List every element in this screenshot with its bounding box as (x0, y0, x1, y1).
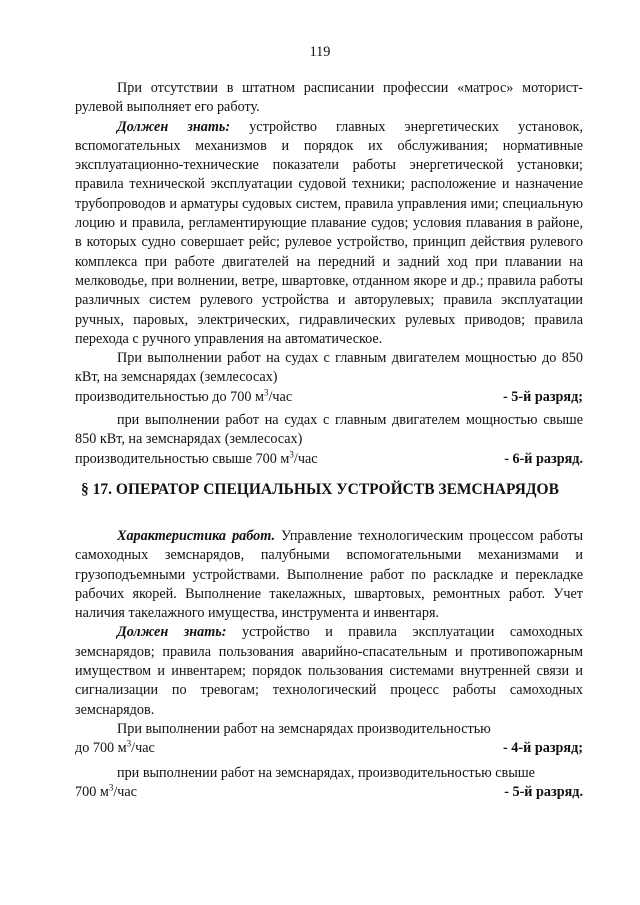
page-number: 119 (309, 44, 331, 60)
unit-text: /час (268, 388, 293, 405)
unit-text: /час (131, 740, 155, 757)
unit-text: /час (113, 783, 137, 800)
grade-capacity-4 (75, 783, 137, 802)
grade-label-4: - 5-й разряд. (504, 783, 583, 800)
grade-condition-3: При выполнении работ на земснарядах производительностью (117, 720, 491, 737)
grade-capacity-1 (75, 388, 292, 407)
capacity-text: 700 м (75, 783, 109, 800)
lead-must-know: Должен знать: (117, 118, 231, 135)
unit-text: /час (293, 450, 318, 467)
paragraph-note: При отсутствии в штатном расписании профессии «матрос» моторист-рулевой выполняет его работу. (75, 80, 583, 116)
capacity-text: до 700 м (75, 740, 127, 757)
must-know-text-2: устройство и правила эксплуатации самоходных земснарядов; правила пользования аварийно-спасательным и противопожарным имуществом и инвентарем; порядок пользования системами внутренней связи и сигнализации по тревогам; технологический процесс работы самоходных земснарядов. (75, 624, 583, 718)
lead-must-know-2: Должен знать: (117, 624, 227, 641)
grade-condition-4: при выполнении работ на земснарядах, производительностью свыше (117, 764, 535, 781)
grade-condition-1: При выполнении работ на судах с главным двигателем мощностью до 850 кВт, на земснарядах (землесосах) (75, 350, 583, 386)
grade-condition-2: при выполнении работ на судах с главным двигателем мощностью свыше 850 кВт, на земснарядах (землесосах) (75, 412, 583, 448)
grade-capacity-3 (75, 739, 155, 758)
superscript-3: 3 (126, 738, 132, 749)
grade-block-2 (75, 411, 583, 450)
grade-label-1: - 5-й разряд; (503, 388, 583, 405)
superscript-3: 3 (289, 448, 294, 459)
section-16-tail (75, 79, 583, 469)
paragraph-must-know (75, 118, 583, 350)
grade-block-4 (75, 764, 583, 783)
capacity-text: производительностью свыше 700 м (75, 450, 290, 467)
characteristics-text: Управление технологическим процессом работы самоходных земснарядов, палубными вспомогательными механизмами и грузоподъемными устройствами. Выполнение работ по раскладке и перекладке рабочих якорей. Выполнение такелажных, швартовых, ремонтных работ. Учет наличия такелажного имущества, инструмента и инвентаря. (75, 528, 583, 622)
grade-line-2 (75, 450, 583, 469)
superscript-3: 3 (108, 782, 114, 793)
lead-characteristics: Характеристика работ. (117, 528, 275, 544)
grade-line-3 (75, 739, 583, 758)
grade-label-2: - 6-й разряд. (504, 450, 583, 467)
paragraph-must-know-2 (75, 623, 583, 719)
section-heading: § 17. ОПЕРАТОР СПЕЦИАЛЬНЫХ УСТРОЙСТВ ЗЕМСНАРЯДОВ (81, 481, 559, 498)
superscript-3: 3 (263, 387, 269, 398)
grade-line-4 (75, 783, 583, 802)
grade-label-3: - 4-й разряд; (503, 740, 583, 757)
section-17-body (75, 527, 583, 802)
must-know-text: устройство главных энергетических установок, вспомогательных механизмов и порядок их обслуживания; нормативные эксплуатационно-технические показатели работы энергетической установки; правила технической эксплуатации судовой техники; расположение и назначение трубопроводов и арматуры судовых систем, правила управления ими; специальную лоцию и правила, регламентирующие плавание судов; условия плавания в районе, в которых судно совершает рейс; рулевое устройство, принцип действия рулевого комплекса при работе двигателей на передний и задний ход при плавании на мелководье, при волнении, ветре, швартовке, отданном якоре и др.; правила работы различных систем рулевого устройства и авторулевых; правила эксплуатации ручных, паровых, электрических, гидравлических рулевых приводов; правила перехода с ручного управления на автоматическое. (75, 118, 583, 347)
grade-block-3 (75, 720, 583, 739)
capacity-text: производительностью до 700 м (75, 388, 264, 405)
paragraph-characteristics (75, 527, 583, 623)
grade-capacity-2 (75, 450, 318, 469)
grade-line-1 (75, 388, 583, 407)
grade-block-1 (75, 349, 583, 388)
